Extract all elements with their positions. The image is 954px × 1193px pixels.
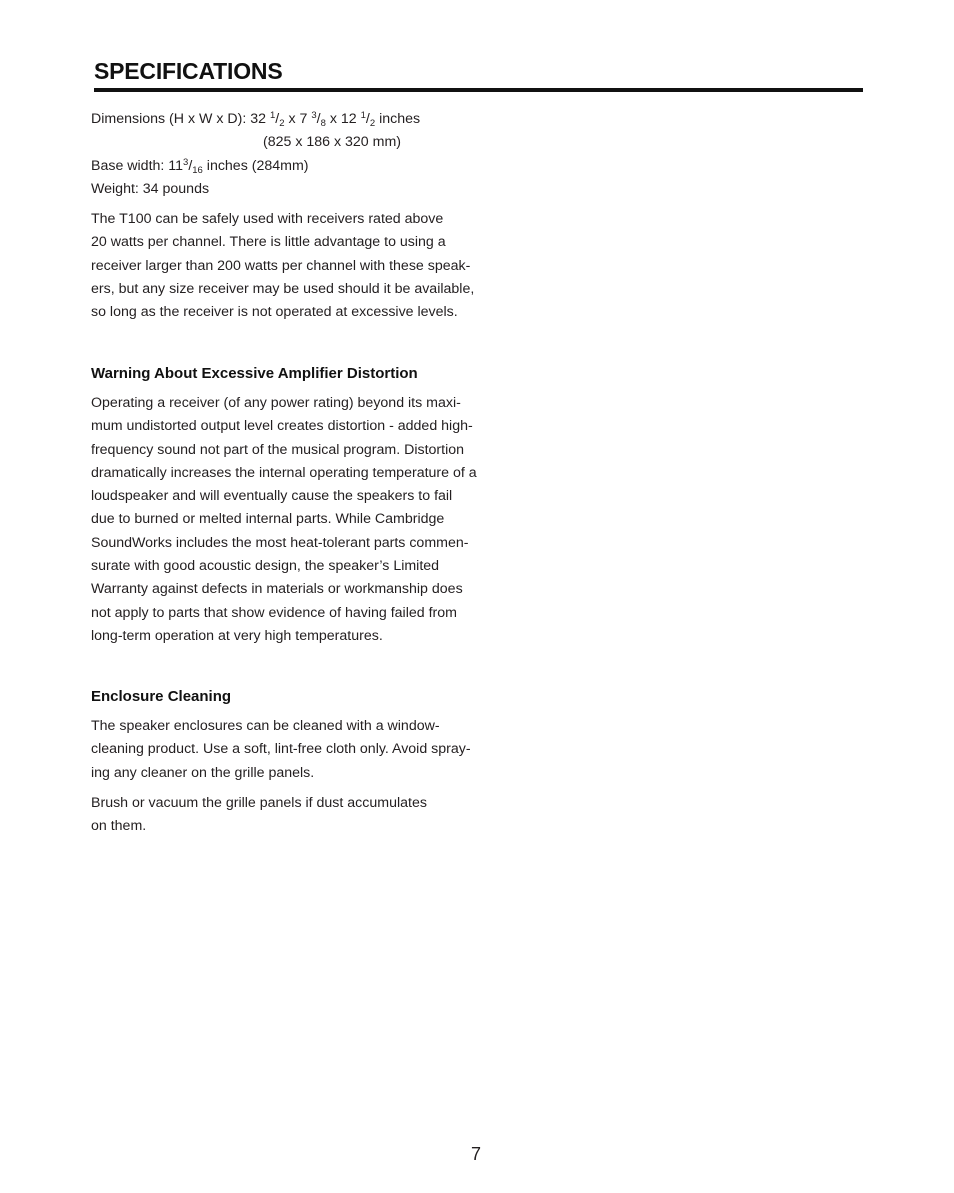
paragraph-line: long-term operation at very high temperatures. — [91, 627, 383, 644]
paragraph-line: cleaning product. Use a soft, lint-free cloth only. Avoid spray- — [91, 741, 471, 758]
paragraph-line: receiver larger than 200 watts per channel with these speak- — [91, 257, 471, 274]
warning-heading: Warning About Excessive Amplifier Distortion — [91, 365, 418, 382]
cleaning-heading: Enclosure Cleaning — [91, 688, 232, 705]
cleaning-section — [91, 685, 511, 708]
paragraph-line: Brush or vacuum the grille panels if dust accumulates — [91, 795, 427, 811]
warning-section — [91, 362, 511, 385]
paragraph-line: The speaker enclosures can be cleaned with a window- — [91, 718, 440, 734]
paragraph-line: due to burned or melted internal parts. While Cambridge — [91, 511, 445, 528]
page-number: 7 — [470, 1144, 481, 1164]
warning-paragraph — [91, 392, 511, 648]
intro-paragraph — [91, 208, 511, 324]
weight-line: Weight: 34 pounds — [91, 180, 210, 197]
paragraph-line: 20 watts per channel. There is little advantage to using a — [91, 234, 446, 251]
base-width-line: Base width: $11^3/_{16}$ inches (284mm) — [91, 156, 309, 176]
paragraph-line: Operating a receiver (of any power rating) beyond its maxi- — [91, 395, 461, 411]
paragraph-line: ing any cleaner on the grille panels. — [91, 764, 315, 781]
paragraph-line: ers, but any size receiver may be used should it be available, — [91, 280, 475, 297]
page-title: SPECIFICATIONS — [94, 58, 283, 84]
dimensions-line: Dimensions (H x W x D): 32 $^1/_2$ x 7 $^3/_8$ x 12 $^1/_2$ inches — [91, 110, 421, 129]
cleaning-paragraph-1 — [91, 715, 511, 785]
paragraph-line: Warranty against defects in materials or workmanship does — [91, 581, 463, 598]
paragraph-line: not apply to parts that show evidence of having failed from — [91, 604, 457, 621]
paragraph-line: The T100 can be safely used with receivers rated above — [91, 211, 444, 227]
cleaning-paragraph-2 — [91, 792, 511, 839]
paragraph-line: surate with good acoustic design, the speaker’s Limited — [91, 558, 440, 575]
paragraph-line: so long as the receiver is not operated at excessive levels. — [91, 304, 458, 321]
paragraph-line: on them. — [91, 818, 147, 835]
paragraph-line: mum undistorted output level creates distortion - added high- — [91, 418, 473, 435]
paragraph-line: SoundWorks includes the most heat-tolerant parts commen- — [91, 534, 469, 551]
paragraph-line: loudspeaker and will eventually cause the speakers to fail — [91, 488, 453, 505]
dimensions-metric: (825 x 186 x 320 mm) — [263, 134, 401, 151]
specs-block — [91, 108, 511, 201]
paragraph-line: frequency sound not part of the musical program. Distortion — [91, 441, 465, 458]
paragraph-line: dramatically increases the internal operating temperature of a — [91, 464, 477, 481]
title-rule — [94, 88, 863, 92]
